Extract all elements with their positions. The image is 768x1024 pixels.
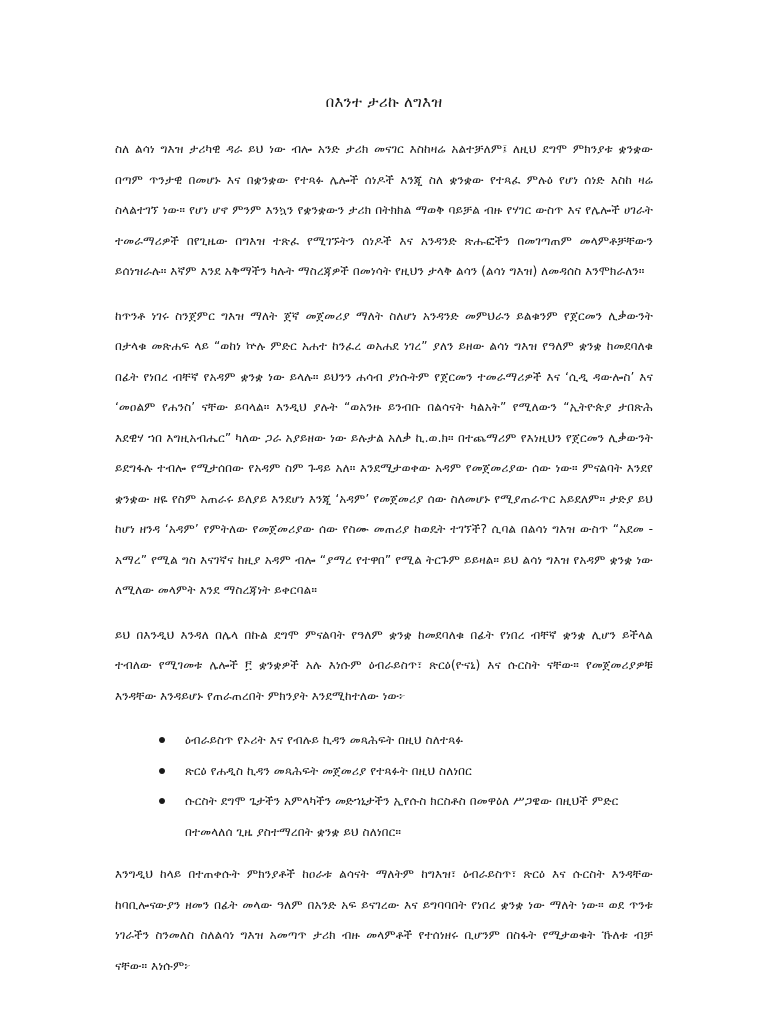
paragraph-other-languages: ይህ በእንዲህ እንዳለ በሌላ በኩል ደግሞ ምናልባት የዓለም ቋንቋ ከመደባለቁ በፊት የነበረ ብቸኛ ቋንቋ ሊሆን ይችላል ተብለው የሚገመቱ ሌሎች ፫ ቋንቋዎች አሉ እነሱም ዕብራይስጥ፣ ጽርዕ(ዮናኒ) እና ሱርስት ናቸው። የመጀመሪያዎቹ እንዳቸው እንዳይሆኑ የጠራጠረበት ምክንያት እንደሚከተለው ነው፦ <box>115 627 653 703</box>
paragraph-adam-language: ከጥንቶ ነገሩ ስንጀምር ግእዝ ማለት ጀኛ መጀመሪያ ማለት ስለሆነ አንዳንድ መምህራን ይልቁንም የጀርመን ሊቃውንት በታላቁ መጽሐፍ ላይ “ወከነ ኵሉ ምድር አሐተ ከንፈረ ወአሐደ ነገረ” ያለን ይዘው ልሳነ ግእዝ የዓለም ቋንቋ ከመደባለቁ በፊት የነበረ ብቸኛ የአዳም ቋንቋ ነው ይላሉ። ይህንን ሐሳብ ያነሱትም የጀርመን ተመራማሪዎች እና ‘ሲዲ ዳውሎስ’ እና ‘መዐልም የሐንስ’ ናቸው ይባላል። እንዲህ ያሉት “ወአንዙ ይንብቡ በልሳናት ካልአት” የሚለውን “ኢትዮጵያ ታበጽሕ እደዊሃ ኀበ እግዚአብሔር” ካለው ጋራ አያይዘው ነው ይሉታል አለቃ ኪ.ወ.ክ። በተጨማሪም የእነዚህን የጀርመን ሊቃውንት ይደግፋሉ ተብሎ የሚታሰበው የአዳም ስም ጉዳይ አለ። እንደሚታወቀው አዳም የመጀመሪያው ሰው ነው። ምናልባት እንደየ ቋንቋው ዘዬ የስም አጠራሩ ይለያይ እንደሆነ እንጂ ‘አዳም’ የመጀመሪያ ሰው ስለመሆኑ የሚያጠራጥር አይደለም። ታድያ ይህ ከሆነ ዘንዳ ‘አዳም’ የምትለው የመጀመሪያው ሰው የስሙ መጠሪያ ከወዴት ተገኘች? ሲባል በልሳነ ግእዝ ውስጥ “አደመ - አማረ” የሚል ግስ እናገኛና ከዚያ አዳም ብሎ “ያማረ የተዋበ” የሚል ትርጉም ይይዛል። ይህ ልሳነ ግእዝ የአዳም ቋንቋ ነው ለሚለው መላምት እንደ ማስረጃነት ይቀርባል። <box>115 308 653 597</box>
list-item <box>159 786 653 847</box>
paragraph-intro: ስለ ልሳነ ግእዝ ታሪካዊ ዳራ ይህ ነው ብሎ አንድ ታሪክ መናገር እስከዛሬ አልተቻለም፤ ለዚህ ደግሞ ምክንያቱ ቋንቋው በጣም ጥንታዊ በመሆኑ እና በቋንቋው የተጻፉ ሌሎች ሰነዶች እንጂ ስለ ቋንቋው የተጻፈ ምሉዕ የሆነ ሰነድ እስከ ዛሬ ስላልተገኘ ነው። የሆነ ሆኖ ምንም እንኳን የቋንቋውን ታሪክ በትክክል ማወቅ ባይቻል ብዙ የሃገር ውስጥ እና የሌሎች ሀገራት ተመራማሪዎች በየጊዜው በግእዝ ተጽፈ የሚገኙትን ሰነዶች እና አንዳንድ ጽሑፎችን በመገጣጠም መላምቶቻቸውን ይሰነዝራሉ። እኛም እንደ አቅማችን ካሉት ማስረጃዎች በመነሳት የዚህን ታላቅ ልሳን (ልሳነ ግእዝ) ለመዳሰስ እንሞክራለን። <box>115 142 653 278</box>
bullet-icon <box>159 737 165 743</box>
list-item-text: ዕብራይስጥ የኦሪት እና የብሉይ ኪዳን መጻሕፍት በዚህ ስለተጻፉ <box>185 733 464 747</box>
list-item <box>159 725 653 756</box>
bullet-icon <box>159 798 165 804</box>
reasons-list <box>115 725 653 847</box>
list-item-text: ጽርዕ የሐዲስ ኪዳን መጻሕፍት መጀመሪያ የተጻፉት በዚህ ስለነበር <box>185 763 472 778</box>
list-item <box>159 756 653 787</box>
bullet-icon <box>159 768 165 774</box>
list-item-text: ሱርስት ደግሞ ጌታችን አምላካችን መድኀኒታችን ኢየሱስ ክርስቶስ በመዋዕለ ሥጋዌው በዚህች ምድር በተመላለሰ ጊዜ ያስተማረበት ቋንቋ ይህ ስለነበር። <box>185 794 619 839</box>
document-title: በእንተ ታሪኩ ለግእዝ <box>325 93 443 111</box>
paragraph-closing: እንግዲህ ከላይ በተጠቀሱት ምክንያቶች ከዐራቱ ልሳናት ማለትም ከግእዝ፣ ዕብራይስጥ፣ ጽርዕ እና ሱርስት እንዳቸው ከባቢሎናውያን ዘመን በፊት መላው ዓለም በአንድ አፍ ይናገረው እና ይግባባበት የነበረ ቋንቋ ነው ማለት ነው። ወደ ጥንቱ ነገራችን ስንመለስ ስለልሳነ ግእዝ አመጣጥ ታሪክ ብዙ መላምቶች የተሰነዘሩ ቢሆንም በስፋት የሚታወቁት ኹለቱ ብቻ ናቸው። እነሱም፦ <box>115 867 653 973</box>
